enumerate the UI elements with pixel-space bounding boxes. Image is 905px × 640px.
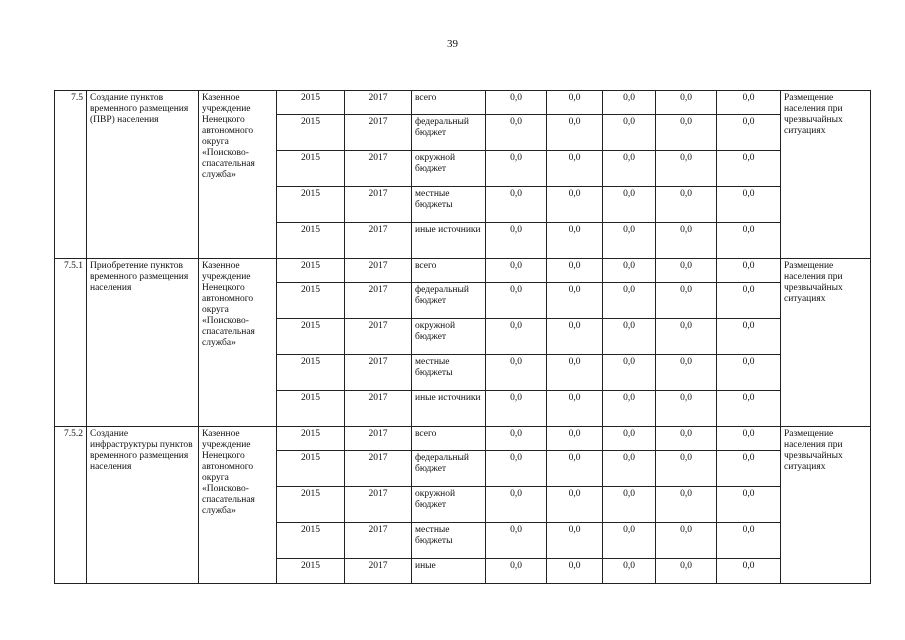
start-year-cell: 2015	[277, 187, 345, 223]
amount-cell: 0,0	[486, 487, 547, 523]
amount-cell: 0,0	[603, 391, 656, 427]
amount-cell: 0,0	[656, 259, 717, 283]
amount-cell: 0,0	[656, 151, 717, 187]
funding-source-cell: окружной бюджет	[412, 151, 486, 187]
amount-cell: 0,0	[486, 451, 547, 487]
start-year-cell: 2015	[277, 223, 345, 259]
amount-cell: 0,0	[547, 391, 603, 427]
amount-cell: 0,0	[486, 391, 547, 427]
amount-cell: 0,0	[656, 355, 717, 391]
amount-cell: 0,0	[547, 151, 603, 187]
start-year-cell: 2015	[277, 283, 345, 319]
end-year-cell: 2017	[345, 487, 412, 523]
amount-cell: 0,0	[603, 487, 656, 523]
amount-cell: 0,0	[717, 115, 781, 151]
amount-cell: 0,0	[486, 559, 547, 584]
amount-cell: 0,0	[603, 115, 656, 151]
amount-cell: 0,0	[603, 319, 656, 355]
item-name-cell: Приобретение пунктов временного размещения населения	[87, 259, 199, 427]
amount-cell: 0,0	[603, 427, 656, 451]
amount-cell: 0,0	[547, 187, 603, 223]
end-year-cell: 2017	[345, 355, 412, 391]
amount-cell: 0,0	[547, 523, 603, 559]
end-year-cell: 2017	[345, 91, 412, 115]
end-year-cell: 2017	[345, 187, 412, 223]
amount-cell: 0,0	[547, 487, 603, 523]
expected-result-cell: Размещение населения при чрезвычайных ситуациях	[781, 91, 871, 259]
funding-source-cell: иные источники	[412, 391, 486, 427]
item-number-cell: 7.5	[55, 91, 87, 259]
budget-table	[54, 90, 871, 584]
item-name-cell: Создание инфраструктуры пунктов временного размещения населения	[87, 427, 199, 584]
executor-cell: Казенное учреждение Ненецкого автономного округа «Поисково-спасательная служба»	[199, 259, 277, 427]
funding-source-cell: всего	[412, 91, 486, 115]
end-year-cell: 2017	[345, 559, 412, 584]
amount-cell: 0,0	[656, 115, 717, 151]
funding-source-cell: федеральный бюджет	[412, 115, 486, 151]
start-year-cell: 2015	[277, 319, 345, 355]
amount-cell: 0,0	[656, 91, 717, 115]
end-year-cell: 2017	[345, 223, 412, 259]
funding-source-cell: иные источники	[412, 223, 486, 259]
start-year-cell: 2015	[277, 355, 345, 391]
table-row	[55, 91, 871, 115]
amount-cell: 0,0	[656, 391, 717, 427]
amount-cell: 0,0	[547, 115, 603, 151]
amount-cell: 0,0	[486, 151, 547, 187]
start-year-cell: 2015	[277, 523, 345, 559]
amount-cell: 0,0	[486, 187, 547, 223]
start-year-cell: 2015	[277, 427, 345, 451]
amount-cell: 0,0	[547, 259, 603, 283]
page-number: 39	[447, 38, 458, 50]
funding-source-cell: федеральный бюджет	[412, 283, 486, 319]
amount-cell: 0,0	[547, 91, 603, 115]
end-year-cell: 2017	[345, 283, 412, 319]
amount-cell: 0,0	[547, 559, 603, 584]
start-year-cell: 2015	[277, 559, 345, 584]
end-year-cell: 2017	[345, 115, 412, 151]
start-year-cell: 2015	[277, 91, 345, 115]
amount-cell: 0,0	[717, 259, 781, 283]
start-year-cell: 2015	[277, 151, 345, 187]
amount-cell: 0,0	[717, 187, 781, 223]
amount-cell: 0,0	[486, 259, 547, 283]
amount-cell: 0,0	[717, 391, 781, 427]
amount-cell: 0,0	[547, 427, 603, 451]
amount-cell: 0,0	[717, 91, 781, 115]
amount-cell: 0,0	[486, 223, 547, 259]
amount-cell: 0,0	[656, 283, 717, 319]
funding-source-cell: окружной бюджет	[412, 487, 486, 523]
start-year-cell: 2015	[277, 487, 345, 523]
amount-cell: 0,0	[717, 223, 781, 259]
item-number-cell: 7.5.2	[55, 427, 87, 584]
amount-cell: 0,0	[547, 283, 603, 319]
amount-cell: 0,0	[486, 523, 547, 559]
amount-cell: 0,0	[486, 283, 547, 319]
funding-source-cell: местные бюджеты	[412, 187, 486, 223]
funding-source-cell: всего	[412, 259, 486, 283]
amount-cell: 0,0	[547, 223, 603, 259]
funding-source-cell: всего	[412, 427, 486, 451]
end-year-cell: 2017	[345, 259, 412, 283]
amount-cell: 0,0	[547, 451, 603, 487]
amount-cell: 0,0	[717, 319, 781, 355]
amount-cell: 0,0	[547, 319, 603, 355]
item-number-cell: 7.5.1	[55, 259, 87, 427]
amount-cell: 0,0	[603, 187, 656, 223]
start-year-cell: 2015	[277, 259, 345, 283]
amount-cell: 0,0	[603, 451, 656, 487]
amount-cell: 0,0	[656, 319, 717, 355]
amount-cell: 0,0	[656, 451, 717, 487]
amount-cell: 0,0	[717, 283, 781, 319]
amount-cell: 0,0	[547, 355, 603, 391]
funding-source-cell: местные бюджеты	[412, 355, 486, 391]
funding-source-cell: федеральный бюджет	[412, 451, 486, 487]
end-year-cell: 2017	[345, 451, 412, 487]
end-year-cell: 2017	[345, 151, 412, 187]
amount-cell: 0,0	[656, 223, 717, 259]
amount-cell: 0,0	[486, 427, 547, 451]
expected-result-cell: Размещение населения при чрезвычайных ситуациях	[781, 427, 871, 584]
start-year-cell: 2015	[277, 115, 345, 151]
amount-cell: 0,0	[603, 91, 656, 115]
amount-cell: 0,0	[717, 559, 781, 584]
table-row	[55, 427, 871, 451]
amount-cell: 0,0	[486, 115, 547, 151]
amount-cell: 0,0	[486, 319, 547, 355]
budget-table-body	[55, 91, 871, 584]
amount-cell: 0,0	[603, 259, 656, 283]
amount-cell: 0,0	[603, 151, 656, 187]
amount-cell: 0,0	[717, 427, 781, 451]
amount-cell: 0,0	[486, 355, 547, 391]
amount-cell: 0,0	[603, 523, 656, 559]
amount-cell: 0,0	[717, 523, 781, 559]
amount-cell: 0,0	[486, 91, 547, 115]
table-row	[55, 259, 871, 283]
amount-cell: 0,0	[603, 283, 656, 319]
amount-cell: 0,0	[656, 187, 717, 223]
amount-cell: 0,0	[656, 427, 717, 451]
end-year-cell: 2017	[345, 523, 412, 559]
amount-cell: 0,0	[603, 223, 656, 259]
start-year-cell: 2015	[277, 391, 345, 427]
item-name-cell: Создание пунктов временного размещения (ПВР) населения	[87, 91, 199, 259]
amount-cell: 0,0	[656, 559, 717, 584]
executor-cell: Казенное учреждение Ненецкого автономного округа «Поисково-спасательная служба»	[199, 91, 277, 259]
amount-cell: 0,0	[603, 355, 656, 391]
funding-source-cell: местные бюджеты	[412, 523, 486, 559]
amount-cell: 0,0	[656, 523, 717, 559]
end-year-cell: 2017	[345, 391, 412, 427]
expected-result-cell: Размещение населения при чрезвычайных ситуациях	[781, 259, 871, 427]
funding-source-cell: окружной бюджет	[412, 319, 486, 355]
end-year-cell: 2017	[345, 319, 412, 355]
amount-cell: 0,0	[656, 487, 717, 523]
amount-cell: 0,0	[717, 487, 781, 523]
start-year-cell: 2015	[277, 451, 345, 487]
funding-source-cell: иные	[412, 559, 486, 584]
amount-cell: 0,0	[717, 451, 781, 487]
amount-cell: 0,0	[603, 559, 656, 584]
amount-cell: 0,0	[717, 355, 781, 391]
executor-cell: Казенное учреждение Ненецкого автономного округа «Поисково-спасательная служба»	[199, 427, 277, 584]
end-year-cell: 2017	[345, 427, 412, 451]
amount-cell: 0,0	[717, 151, 781, 187]
